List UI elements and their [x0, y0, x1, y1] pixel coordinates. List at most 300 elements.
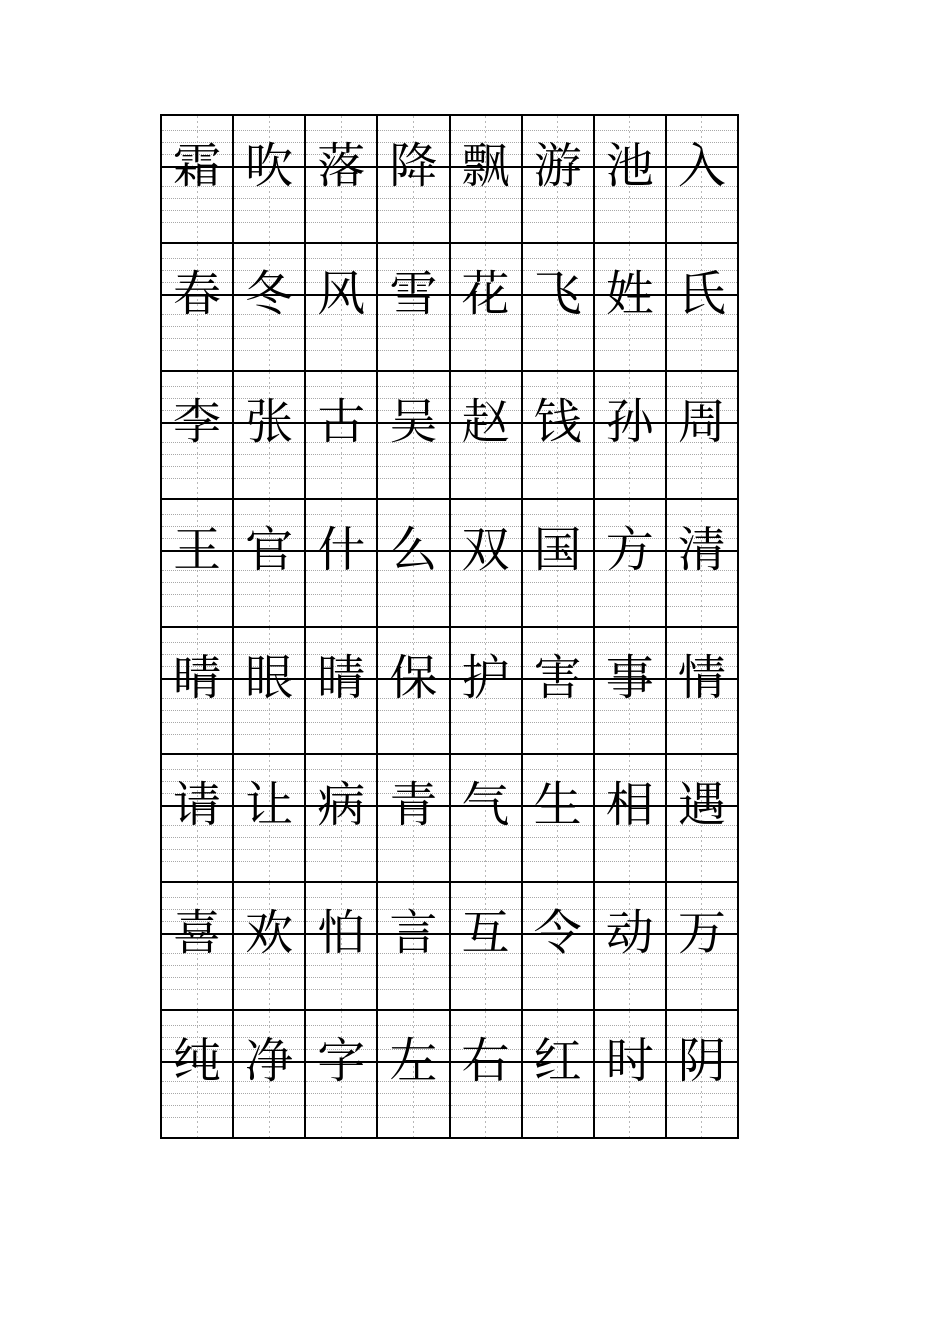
dotted-guide-line [306, 734, 376, 735]
practice-character: 情 [677, 649, 726, 706]
character-practice-grid [160, 114, 739, 1139]
practice-character: 飘 [461, 138, 510, 194]
dotted-guide-line [595, 849, 665, 850]
practice-character: 双 [461, 521, 510, 578]
dotted-guide-line [523, 478, 593, 479]
dotted-guide-line [234, 386, 304, 387]
dotted-guide-line [162, 861, 232, 862]
dotted-guide-line [523, 258, 593, 259]
practice-character: 眼 [245, 649, 294, 706]
practice-character: 清 [677, 521, 726, 578]
dotted-guide-line [451, 606, 521, 607]
dotted-guide-line [451, 198, 521, 199]
dotted-guide-line [595, 222, 665, 223]
practice-character: 让 [245, 777, 294, 834]
dotted-guide-line [234, 897, 304, 898]
dotted-guide-line [595, 454, 665, 455]
dotted-guide-line [378, 849, 448, 850]
practice-character: 雪 [389, 265, 438, 322]
dotted-guide-line [451, 849, 521, 850]
dotted-guide-line [595, 210, 665, 211]
dotted-guide-line [162, 466, 232, 467]
grid-cell [234, 628, 306, 756]
grid-cell [306, 755, 378, 883]
dotted-guide-line [451, 734, 521, 735]
grid-cell [667, 755, 739, 883]
grid-cell [378, 1011, 450, 1139]
dotted-guide-line [667, 210, 737, 211]
grid-cell [451, 628, 523, 756]
practice-character: 万 [677, 905, 726, 962]
dotted-guide-line [595, 466, 665, 467]
dotted-guide-line [523, 350, 593, 351]
practice-character: 霜 [173, 138, 222, 194]
dotted-guide-line [523, 722, 593, 723]
dotted-guide-line [667, 897, 737, 898]
dotted-guide-line [667, 734, 737, 735]
dotted-guide-line [595, 897, 665, 898]
dotted-guide-line [162, 594, 232, 595]
grid-cell [234, 1011, 306, 1139]
grid-cell [234, 500, 306, 628]
practice-character: 生 [533, 777, 582, 834]
dotted-guide-line [451, 514, 521, 515]
dotted-guide-line [306, 837, 376, 838]
dotted-guide-line [451, 897, 521, 898]
dotted-guide-line [162, 478, 232, 479]
dotted-guide-line [306, 466, 376, 467]
dotted-guide-line [667, 130, 737, 131]
dotted-guide-line [595, 722, 665, 723]
dotted-guide-line [595, 130, 665, 131]
practice-character: 风 [317, 265, 366, 322]
dotted-guide-line [306, 861, 376, 862]
dotted-guide-line [667, 454, 737, 455]
practice-character: 动 [605, 905, 654, 962]
dotted-guide-line [451, 1117, 521, 1118]
grid-cell [667, 628, 739, 756]
grid-cell [306, 628, 378, 756]
dotted-guide-line [595, 1025, 665, 1026]
dotted-guide-line [451, 1105, 521, 1106]
dotted-guide-line [523, 849, 593, 850]
dotted-guide-line [523, 965, 593, 966]
practice-character: 古 [317, 393, 366, 450]
grid-cell [378, 116, 450, 244]
grid-cell [162, 883, 234, 1011]
dotted-guide-line [234, 977, 304, 978]
dotted-guide-line [234, 642, 304, 643]
dotted-guide-line [523, 130, 593, 131]
dotted-guide-line [234, 606, 304, 607]
grid-cell [667, 883, 739, 1011]
dotted-guide-line [523, 514, 593, 515]
practice-character: 冬 [245, 265, 294, 322]
dotted-guide-line [523, 1105, 593, 1106]
dotted-guide-line [162, 769, 232, 770]
grid-cell [162, 116, 234, 244]
grid-cell [306, 500, 378, 628]
dotted-guide-line [451, 1093, 521, 1094]
dotted-guide-line [234, 466, 304, 467]
practice-character: 事 [605, 649, 654, 706]
dotted-guide-line [306, 849, 376, 850]
dotted-guide-line [595, 965, 665, 966]
grid-cell [378, 628, 450, 756]
practice-character: 阴 [677, 1033, 726, 1090]
dotted-guide-line [378, 606, 448, 607]
practice-character: 降 [389, 138, 438, 194]
practice-character: 令 [533, 905, 582, 962]
practice-character: 遇 [677, 777, 726, 834]
grid-cell [523, 116, 595, 244]
dotted-guide-line [667, 769, 737, 770]
dotted-guide-line [162, 326, 232, 327]
grid-cell [306, 1011, 378, 1139]
dotted-guide-line [523, 454, 593, 455]
dotted-guide-line [667, 1093, 737, 1094]
practice-character: 病 [317, 777, 366, 834]
dotted-guide-line [595, 594, 665, 595]
practice-character: 怕 [317, 905, 366, 962]
practice-character: 姓 [605, 265, 654, 322]
dotted-guide-line [306, 350, 376, 351]
dotted-guide-line [378, 514, 448, 515]
dotted-guide-line [523, 198, 593, 199]
dotted-guide-line [306, 965, 376, 966]
grid-cell [162, 244, 234, 372]
practice-character: 入 [677, 138, 726, 194]
dotted-guide-line [595, 769, 665, 770]
dotted-guide-line [451, 977, 521, 978]
grid-cell [523, 883, 595, 1011]
grid-cell [162, 628, 234, 756]
dotted-guide-line [306, 258, 376, 259]
dotted-guide-line [234, 350, 304, 351]
dotted-guide-line [378, 710, 448, 711]
dotted-guide-line [306, 210, 376, 211]
dotted-guide-line [595, 710, 665, 711]
dotted-guide-line [523, 710, 593, 711]
grid-cell [306, 244, 378, 372]
dotted-guide-line [451, 710, 521, 711]
dotted-guide-line [667, 965, 737, 966]
dotted-guide-line [306, 977, 376, 978]
dotted-guide-line [234, 594, 304, 595]
dotted-guide-line [523, 837, 593, 838]
dotted-guide-line [234, 222, 304, 223]
dotted-guide-line [523, 734, 593, 735]
dotted-guide-line [378, 1117, 448, 1118]
dotted-guide-line [378, 258, 448, 259]
practice-character: 氏 [677, 265, 726, 322]
dotted-guide-line [451, 130, 521, 131]
dotted-guide-line [378, 734, 448, 735]
grid-cell [667, 116, 739, 244]
dotted-guide-line [523, 897, 593, 898]
dotted-guide-line [451, 386, 521, 387]
dotted-guide-line [378, 1093, 448, 1094]
grid-cell [595, 500, 667, 628]
dotted-guide-line [162, 837, 232, 838]
dotted-guide-line [306, 1105, 376, 1106]
practice-character: 言 [389, 905, 438, 962]
dotted-guide-line [378, 722, 448, 723]
practice-character: 欢 [245, 905, 294, 962]
grid-cell [523, 755, 595, 883]
grid-cell [667, 372, 739, 500]
grid-cell [667, 244, 739, 372]
dotted-guide-line [667, 710, 737, 711]
practice-character: 气 [461, 777, 510, 834]
grid-cell [523, 244, 595, 372]
dotted-guide-line [595, 198, 665, 199]
dotted-guide-line [523, 977, 593, 978]
dotted-guide-line [451, 478, 521, 479]
grid-cell [595, 1011, 667, 1139]
dotted-guide-line [162, 734, 232, 735]
grid-cell [595, 244, 667, 372]
dotted-guide-line [667, 258, 737, 259]
grid-cell [595, 755, 667, 883]
dotted-guide-line [234, 861, 304, 862]
grid-cell [451, 244, 523, 372]
grid-cell [162, 372, 234, 500]
dotted-guide-line [378, 466, 448, 467]
grid-cell [306, 372, 378, 500]
dotted-guide-line [595, 837, 665, 838]
dotted-guide-line [234, 722, 304, 723]
dotted-guide-line [306, 454, 376, 455]
dotted-guide-line [378, 1025, 448, 1026]
grid-cell [595, 628, 667, 756]
practice-character: 王 [173, 521, 222, 578]
practice-character: 周 [677, 393, 726, 450]
dotted-guide-line [595, 1117, 665, 1118]
dotted-guide-line [378, 965, 448, 966]
dotted-guide-line [523, 594, 593, 595]
dotted-guide-line [234, 338, 304, 339]
grid-cell [162, 1011, 234, 1139]
dotted-guide-line [162, 386, 232, 387]
dotted-guide-line [595, 606, 665, 607]
practice-character: 游 [533, 138, 582, 194]
dotted-guide-line [523, 326, 593, 327]
practice-character: 孙 [605, 393, 654, 450]
dotted-guide-line [667, 478, 737, 479]
dotted-guide-line [451, 582, 521, 583]
dotted-guide-line [306, 989, 376, 990]
dotted-guide-line [162, 642, 232, 643]
grid-cell [378, 883, 450, 1011]
dotted-guide-line [234, 198, 304, 199]
dotted-guide-line [378, 210, 448, 211]
dotted-guide-line [234, 514, 304, 515]
grid-cell [451, 755, 523, 883]
dotted-guide-line [234, 837, 304, 838]
dotted-guide-line [523, 1025, 593, 1026]
dotted-guide-line [306, 386, 376, 387]
dotted-guide-line [162, 1093, 232, 1094]
grid-cell [451, 116, 523, 244]
dotted-guide-line [451, 965, 521, 966]
dotted-guide-line [595, 478, 665, 479]
dotted-guide-line [451, 258, 521, 259]
dotted-guide-line [234, 454, 304, 455]
dotted-guide-line [667, 977, 737, 978]
dotted-guide-line [595, 514, 665, 515]
dotted-guide-line [378, 454, 448, 455]
dotted-guide-line [378, 326, 448, 327]
practice-character: 右 [461, 1033, 510, 1090]
practice-character: 赵 [461, 393, 510, 450]
grid-cell [162, 500, 234, 628]
dotted-guide-line [523, 1093, 593, 1094]
grid-cell [595, 883, 667, 1011]
dotted-guide-line [667, 861, 737, 862]
grid-cell [234, 755, 306, 883]
practice-character: 落 [317, 138, 366, 194]
dotted-guide-line [162, 1025, 232, 1026]
dotted-guide-line [162, 350, 232, 351]
dotted-guide-line [667, 198, 737, 199]
grid-cell [523, 628, 595, 756]
dotted-guide-line [306, 769, 376, 770]
dotted-guide-line [378, 478, 448, 479]
dotted-guide-line [234, 849, 304, 850]
dotted-guide-line [595, 326, 665, 327]
dotted-guide-line [162, 1105, 232, 1106]
practice-character: 国 [533, 521, 582, 578]
grid-cell [378, 500, 450, 628]
grid-cell [378, 755, 450, 883]
dotted-guide-line [234, 210, 304, 211]
dotted-guide-line [523, 1117, 593, 1118]
dotted-guide-line [306, 338, 376, 339]
dotted-guide-line [306, 1093, 376, 1094]
dotted-guide-line [162, 1117, 232, 1118]
dotted-guide-line [595, 258, 665, 259]
dotted-guide-line [667, 594, 737, 595]
practice-character: 请 [173, 777, 222, 834]
dotted-guide-line [451, 837, 521, 838]
dotted-guide-line [378, 594, 448, 595]
dotted-guide-line [595, 582, 665, 583]
dotted-guide-line [667, 514, 737, 515]
dotted-guide-line [595, 989, 665, 990]
practice-character: 喜 [173, 905, 222, 962]
practice-character: 害 [533, 649, 582, 706]
dotted-guide-line [234, 769, 304, 770]
dotted-guide-line [378, 642, 448, 643]
dotted-guide-line [378, 861, 448, 862]
dotted-guide-line [451, 350, 521, 351]
grid-cell [306, 116, 378, 244]
dotted-guide-line [306, 326, 376, 327]
practice-character: 互 [461, 905, 510, 962]
dotted-guide-line [667, 582, 737, 583]
dotted-guide-line [451, 466, 521, 467]
dotted-guide-line [378, 350, 448, 351]
dotted-guide-line [667, 326, 737, 327]
grid-cell [451, 1011, 523, 1139]
grid-cell [595, 116, 667, 244]
grid-cell [234, 372, 306, 500]
dotted-guide-line [451, 222, 521, 223]
dotted-guide-line [523, 466, 593, 467]
grid-cell [234, 883, 306, 1011]
dotted-guide-line [162, 989, 232, 990]
practice-character: 青 [389, 777, 438, 834]
dotted-guide-line [523, 582, 593, 583]
dotted-guide-line [667, 386, 737, 387]
practice-character: 花 [461, 265, 510, 322]
dotted-guide-line [667, 1025, 737, 1026]
dotted-guide-line [523, 210, 593, 211]
dotted-guide-line [306, 897, 376, 898]
dotted-guide-line [523, 769, 593, 770]
dotted-guide-line [595, 734, 665, 735]
dotted-guide-line [162, 722, 232, 723]
grid-cell [234, 244, 306, 372]
dotted-guide-line [595, 386, 665, 387]
dotted-guide-line [667, 466, 737, 467]
dotted-guide-line [306, 606, 376, 607]
dotted-guide-line [162, 258, 232, 259]
grid-cell [523, 500, 595, 628]
dotted-guide-line [162, 338, 232, 339]
dotted-guide-line [306, 130, 376, 131]
grid-cell [306, 883, 378, 1011]
dotted-guide-line [523, 606, 593, 607]
dotted-guide-line [234, 989, 304, 990]
dotted-guide-line [451, 642, 521, 643]
grid-cell [523, 372, 595, 500]
practice-character: 什 [317, 521, 366, 578]
practice-character: 李 [173, 393, 222, 450]
dotted-guide-line [451, 861, 521, 862]
dotted-guide-line [162, 897, 232, 898]
dotted-guide-line [667, 350, 737, 351]
dotted-guide-line [378, 837, 448, 838]
dotted-guide-line [306, 222, 376, 223]
practice-character: 么 [389, 521, 438, 578]
practice-character: 相 [605, 777, 654, 834]
dotted-guide-line [595, 338, 665, 339]
dotted-guide-line [667, 642, 737, 643]
dotted-guide-line [667, 722, 737, 723]
dotted-guide-line [523, 989, 593, 990]
dotted-guide-line [667, 849, 737, 850]
practice-character: 钱 [533, 393, 582, 450]
dotted-guide-line [234, 710, 304, 711]
dotted-guide-line [523, 222, 593, 223]
dotted-guide-line [451, 989, 521, 990]
dotted-guide-line [595, 1105, 665, 1106]
dotted-guide-line [162, 454, 232, 455]
dotted-guide-line [306, 478, 376, 479]
practice-character: 吴 [389, 393, 438, 450]
dotted-guide-line [162, 582, 232, 583]
dotted-guide-line [667, 606, 737, 607]
dotted-guide-line [451, 326, 521, 327]
dotted-guide-line [162, 130, 232, 131]
dotted-guide-line [595, 977, 665, 978]
dotted-guide-line [162, 210, 232, 211]
grid-cell [523, 1011, 595, 1139]
dotted-guide-line [234, 582, 304, 583]
dotted-guide-line [306, 710, 376, 711]
